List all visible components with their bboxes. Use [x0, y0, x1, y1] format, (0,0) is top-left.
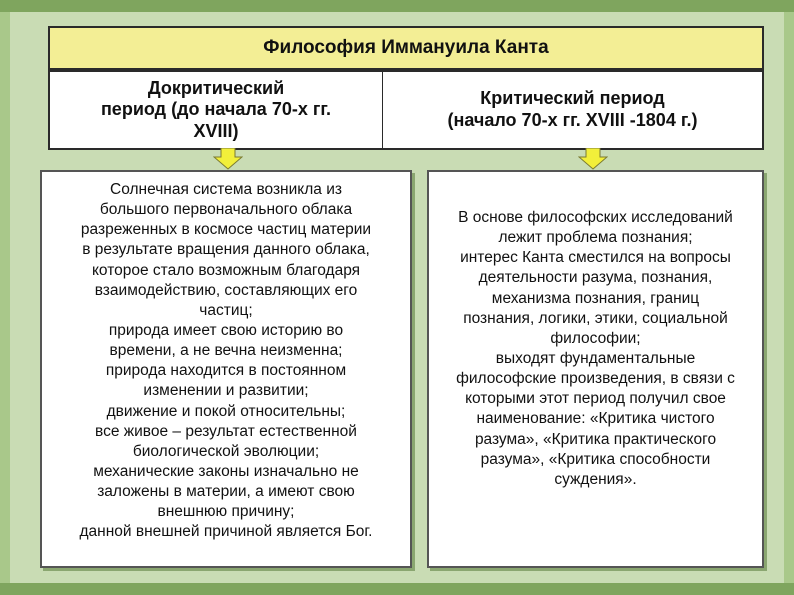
precritical-text-line: данной внешней причиной является Бог.: [79, 523, 373, 541]
precritical-text-line: внешнюю причину;: [157, 503, 295, 521]
precritical-text-line: разреженных в космосе частиц материи: [80, 221, 372, 239]
precritical-text-line: заложены в материи, а имеют свою: [97, 483, 355, 501]
precritical-text-line: времени, а не вечна неизменна;: [109, 342, 343, 360]
precritical-text-line: механические законы изначально не: [93, 462, 359, 480]
precritical-text-line: изменении и развитии;: [143, 382, 309, 400]
critical-line-2: (начало 70-х гг. XVIII -1804 г.): [447, 110, 698, 130]
precritical-line-2: период (до начала 70-х гг.: [100, 99, 332, 120]
precritical-text-line: природа находится в постоянном: [105, 362, 347, 380]
down-arrow-icon: [213, 148, 243, 170]
critical-description: [427, 170, 764, 568]
critical-period-header: [382, 70, 764, 150]
critical-text-line: В основе философских исследований: [458, 209, 733, 226]
precritical-text-line: большого первоначального облака: [99, 201, 353, 219]
precritical-line-1: Докритический: [147, 77, 285, 98]
critical-text-line: интерес Канта сместился на вопросы: [460, 249, 731, 267]
precritical-text-line: все живое – результат естественной: [95, 422, 357, 440]
precritical-text-line: природа имеет свою историю во: [108, 321, 344, 339]
critical-line-1: Критический период: [480, 88, 665, 109]
critical-text-line: лежит проблема познания;: [498, 229, 693, 247]
precritical-text-line: которое стало возможным благодаря: [91, 261, 361, 279]
precritical-text-line: движение и покой относительны;: [106, 402, 346, 420]
down-arrow-icon: [578, 148, 608, 170]
precritical-line-3: XVIII): [193, 120, 239, 141]
critical-text-line: наименование: «Критика чистого: [476, 410, 715, 428]
critical-text-line: философские произведения, в связи с: [456, 370, 735, 388]
precritical-description: [40, 170, 412, 568]
critical-text-line: механизма познания, границ: [491, 289, 700, 307]
critical-text-line: разума», «Критика способности: [480, 450, 711, 468]
title-text: Философия Иммануила Канта: [263, 37, 549, 58]
bottom-stripe: [0, 583, 794, 595]
critical-text-line: познания, логики, этики, социальной: [463, 309, 728, 327]
critical-text-line: разума», «Критика практического: [474, 430, 717, 448]
precritical-text-line: биологической эволюции;: [132, 442, 320, 460]
critical-text-line: суждения».: [554, 470, 637, 488]
precritical-text-line: Солнечная система возникла из: [110, 181, 342, 198]
critical-text-line: которыми этот период получил свое: [465, 390, 726, 408]
critical-text-line: выходят фундаментальные: [495, 349, 696, 367]
diagram-title: [48, 26, 764, 70]
critical-text-line: деятельности разума, познания,: [478, 269, 713, 287]
precritical-text-line: частиц;: [199, 301, 253, 319]
precritical-text-line: в результате вращения данного облака,: [82, 241, 370, 259]
precritical-text-line: взаимодействию, составляющих его: [94, 281, 358, 299]
precritical-period-header: [48, 70, 383, 150]
top-stripe: [0, 0, 794, 12]
critical-text-line: философии;: [550, 329, 641, 347]
